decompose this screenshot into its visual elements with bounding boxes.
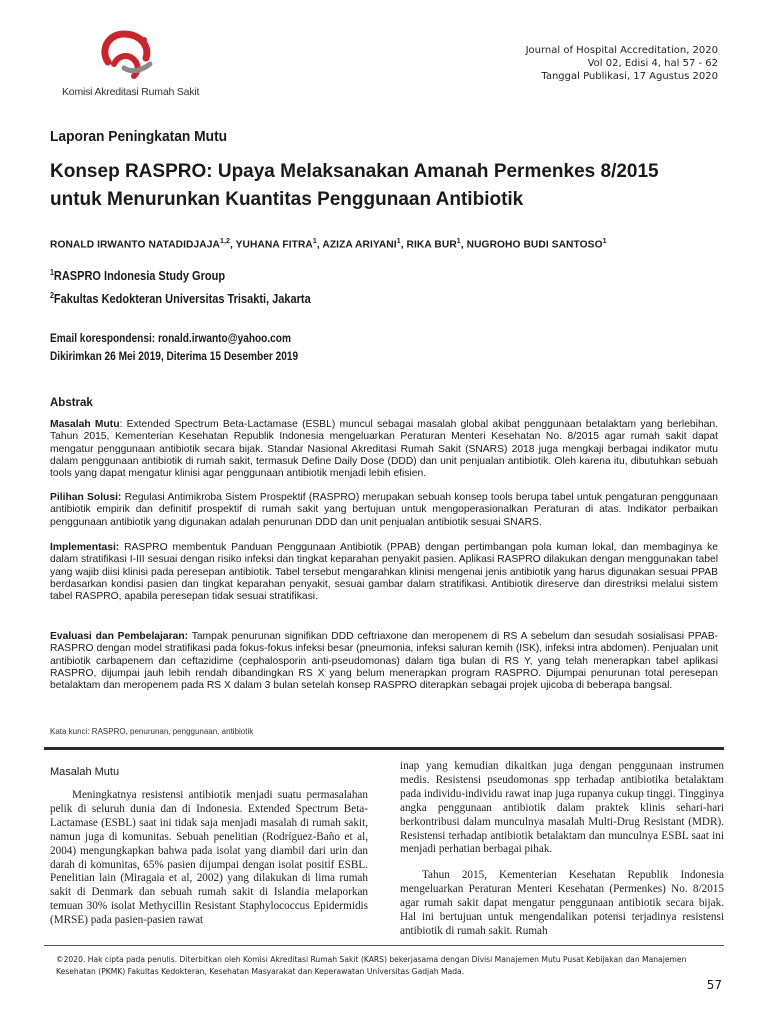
author-affil-sup: 1 — [456, 238, 461, 245]
abstract-label: Implementasi: — [50, 542, 120, 553]
section-divider — [44, 747, 724, 750]
affiliation-text: Fakultas Kedokteran Universitas Trisakti, Jakarta — [53, 292, 311, 307]
affiliation-sup: 2 — [50, 291, 54, 300]
body-paragraph: inap yang kemudian dikaitkan juga dengan penggunaan instrumen medis. Resistensi pseudomonas spp terhadap antibiotika betalaktam pada individu-individu rawat inap juga rupanya cukup tinggi. Tingginya angka penggunaan antibiotik dalam praktek klinis sehari-hari berkontribusi dalam munculnya masalah Multi-Drug Resistant (MDR). Resistensi terhadap antibiotik betalaktam dan munculnya ESBL saat ini menjadi perhatian berbagai pihak. — [400, 760, 724, 856]
abstract-heading: Abstrak — [50, 397, 93, 409]
correspondence-email — [50, 333, 291, 345]
abstract-solusi — [50, 492, 718, 529]
article-title — [50, 158, 730, 214]
author-affil-sup: 1 — [396, 238, 401, 245]
author-name: , AZIZA ARIYANI — [316, 239, 397, 251]
abstract-label: Evaluasi dan Pembelajaran: — [50, 631, 189, 642]
abstract-implementasi — [50, 542, 718, 603]
body-paragraph: Meningkatnya resistensi antibiotik menjadi suatu permasalahan pelik di seluruh dunia dan di Indonesia. Extended Spectrum Beta-Lactamase (ESBL) saat ini tidak saja menjadi masalah di rumah sakit, namun juga di komunitas. Sebuah penelitian (Rodríguez-Baño et al, 2004) mengungkapkan bahwa pada isolat yang diambil dari urin dan darah di komunitas, 65% pasien dijumpai dengan isolat positif ESBL. Penelitian lain (Miragaia et al, 2002) yang dilakukan di lima rumah sakit di Denmark dan sebuah rumah sakit di Islandia melaporkan temuan 30% isolat Methycillin Resistant Staphylococcus Epidermidis (MRSE) pada pasien-pasien rawat — [50, 789, 368, 927]
author-affil-sup: 1 — [312, 238, 317, 245]
affiliation-1 — [50, 268, 225, 283]
author-name: , YUHANA FITRA — [229, 239, 313, 251]
keywords: Kata kunci: RASPRO, penurunan, penggunaan, antibiotik — [50, 727, 254, 736]
abstract-label: Masalah Mutu — [50, 419, 120, 430]
affiliation-sup: 1 — [50, 268, 54, 277]
body-paragraph: Tahun 2015, Kementerian Kesehatan Republik Indonesia mengeluarkan Peraturan Menteri Kesehatan (Permenkes) No. 8/2015 agar rumah sakit dapat mengatur penggunaan antibiotik secara bijak. Hal ini bertujuan untuk mengendalikan potensi terjadinya resistensi antibiotik di rumah sakit. Rumah — [400, 869, 724, 937]
page-number: 57 — [706, 978, 722, 992]
body-column-right — [400, 760, 724, 939]
affiliation-text: RASPRO Indonesia Study Group — [53, 269, 226, 284]
author-affil-sup: 1 — [602, 238, 607, 245]
affiliation-2 — [50, 291, 311, 306]
abstract-text: RASPRO membentuk Panduan Penggunaan Antibiotik (PPAB) dengan pertimbangan pola kuman lokal, dan membaginya ke dalam stratifikasi I-III sesuai dengan risiko infeksi dan tingkat keparahan penyakit pasien. Aplikasi RASPRO dilakukan dengan menggunakan tabel yang wajib diisi klinisi pada peresepan antibiotik. Tabel tersebut mengarahkan klinisi mengenai jenis antibiotik yang harus digunakan sesuai PPAB berdasarkan kondisi pasien dan tingkat keparahan penyakit, sesuai gambar dalam stratifikasi. Antibiotik direserve dan direstriksi melalui sistem tabel RASPRO, apabila peresepan tidak sesuai stratifikasi. — [50, 542, 718, 603]
title-line-2: untuk Menurunkan Kuantitas Penggunaan Antibiotik — [50, 189, 524, 210]
abstract-label: Pilihan Solusi: — [50, 492, 122, 503]
email-address[interactable]: ronald.irwanto@yahoo.com — [157, 333, 291, 345]
abstract-text: : Extended Spectrum Beta-Lactamase (ESBL) muncul sebagai masalah global akibat penggunaan betalaktam yang berlebihan. Tahun 2015, Kementerian Kesehatan Republik Indonesia mengeluarkan Peraturan Menteri Kesehatan No. 8/2015 agar rumah sakit dapat mengatur penggunaan antibiotik secara bijak. Standar Nasional Akreditasi Rumah Sakit (SNARS) 2018 juga mengkaji berbagai indikator mutu dalam penggunaan antibiotik di rumah sakit, termasuk Define Daily Dose (DDD) dan unit penjualan antibiotik. Oleh karena itu, dibutuhkan sebuah tools yang dapat mengatur klinisi agar penggunaan antibiotik menjadi lebih efisien. — [50, 419, 718, 480]
abstract-masalah — [50, 419, 718, 480]
abstract-text: Regulasi Antimikroba Sistem Prospektif (RASPRO) merupakan sebuah konsep tools berupa tabel untuk pengaturan penggunaan antibiotik empirik dan definitif prospektif di rumah sakit yang bertujuan untuk mengoperasionalkan Peraturan di atas. Indikator perbaikan penggunaan antibiotik yang digunakan adalah penurunan DDD dan unit penjualan antibiotik sesuai SNARS. — [50, 492, 718, 528]
publisher-logo — [62, 28, 212, 98]
email-label: Email korespondensi: — [50, 333, 158, 345]
submission-dates: Dikirimkan 26 Mei 2019, Diterima 15 Desember 2019 — [50, 351, 299, 363]
journal-info — [526, 44, 718, 83]
abstract-evaluasi — [50, 631, 718, 692]
author-name: , NUGROHO BUDI SANTOSO — [460, 239, 603, 251]
footer-divider — [44, 945, 724, 946]
title-line-1: Konsep RASPRO: Upaya Melaksanakan Amanah Permenkes 8/2015 — [50, 161, 659, 182]
journal-volume: Vol 02, Edisi 4, hal 57 - 62 — [587, 58, 718, 69]
kars-logo-icon — [94, 28, 158, 84]
publication-date: Tanggal Publikasi, 17 Agustus 2020 — [541, 71, 718, 82]
author-name: , RIKA BUR — [400, 239, 457, 251]
author-list — [50, 235, 730, 252]
journal-name: Journal of Hospital Accreditation, 2020 — [525, 45, 718, 56]
author-affil-sup: 1,2 — [219, 238, 230, 245]
article-type: Laporan Peningkatan Mutu — [50, 128, 228, 145]
copyright-notice: ©2020. Hak cipta pada penulis. Diterbitkan oleh Komisi Akreditasi Rumah Sakit (KARS) bekerjasama dengan Divisi Manajemen Mutu Pusat Kebijakan dan Manajemen Kesehatan (PKMK) Fakultas Kedokteran, Kesehatan Masyarakat dan Keperawatan Universitas Gadjah Mada. — [56, 955, 687, 976]
body-column-left — [50, 789, 368, 928]
publisher-name: Komisi Akreditasi Rumah Sakit — [62, 86, 200, 98]
author-name: RONALD IRWANTO NATADIDJAJA — [50, 239, 220, 251]
abstract-text: Tampak penurunan signifikan DDD ceftriaxone dan meropenem di RS A sebelum dan sesudah sosialisasi PPAB-RASPRO dengan model stratifikasi pada fokus-fokus infeksi besar (pneumonia, infeksi saluran kemih (ISK), infeksi intra abdomen). Penjualan unit antibiotik carbapenem dan ceftazidime (cephalosporin anti-pseudomonas) dalam tiga bulan di RS Y, yang telah menerapkan tabel aplikasi RASPRO, dijumpai jauh lebih rendah dibandingkan RS X yang belum menerapkan program RASPRO. Dijumpai penurunan total peresepan betalaktam dan meropenem pada RS X dalam 3 bulan setelah konsep RASPRO diterapkan sebagai projek ujicoba di beberapa bangsal. — [50, 631, 718, 692]
section-heading: Masalah Mutu — [50, 766, 120, 778]
